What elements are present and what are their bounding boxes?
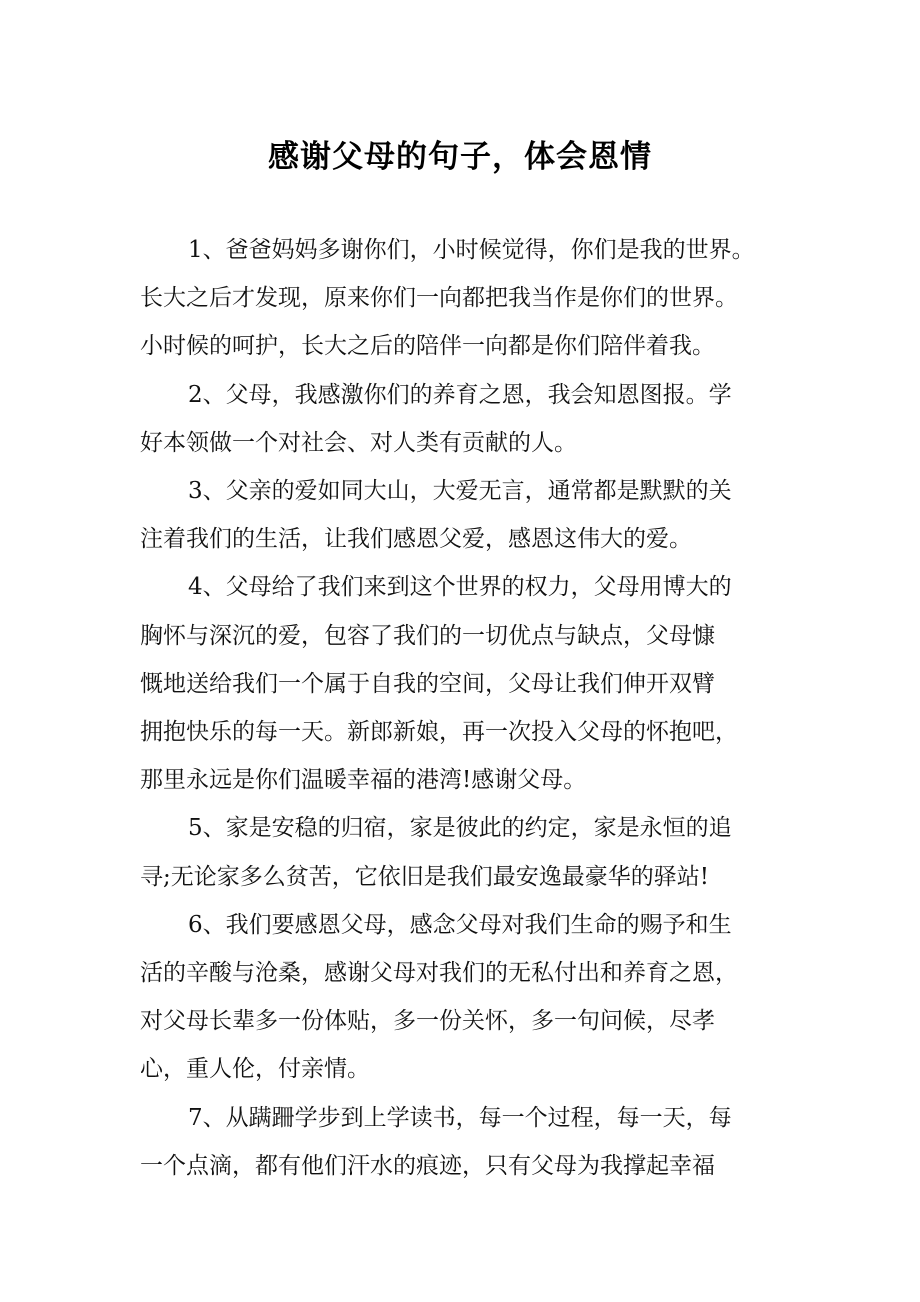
paragraph-3: 3、父亲的爱如同大山，大爱无言，通常都是默默的关 注着我们的生活，让我们感恩父爱，感恩这伟大的爱。 xyxy=(140,478,732,553)
paragraph-6: 6、我们要感恩父母，感念父母对我们生命的赐予和生 活的辛酸与沧桑，感谢父母对我们的无私付出和养育之恩， 对父母长辈多一份体贴，多一份关怀，多一句问候，尽孝 心，重人伦，付亲情。 xyxy=(140,911,738,1083)
document-body xyxy=(140,226,790,1190)
paragraph-7: 7、从蹒跚学步到上学读书，每一个过程，每一天，每 一个点滴，都有他们汗水的痕迹，只有父母为我撑起幸福 xyxy=(140,1104,732,1179)
paragraph-5: 5、家是安稳的归宿，家是彼此的约定，家是永恒的追 寻;无论家多么贫苦，它依旧是我们最安逸最豪华的驿站! xyxy=(140,815,732,890)
paragraph-1: 1、爸爸妈妈多谢你们，小时候觉得，你们是我的世界。 长大之后才发现，原来你们一向都把我当作是你们的世界。 小时候的呵护，长大之后的陪伴一向都是你们陪伴着我。 xyxy=(140,237,755,360)
paragraph-2: 2、父母，我感激你们的养育之恩，我会知恩图报。学 好本领做一个对社会、对人类有贡献的人。 xyxy=(140,381,732,456)
document-title: 感谢父母的句子，体会恩情 xyxy=(268,138,652,175)
paragraph-4: 4、父母给了我们来到这个世界的权力，父母用博大的 胸怀与深沉的爱，包容了我们的一切优点与缺点，父母慷 慨地送给我们一个属于自我的空间，父母让我们伸开双臂 拥抱快乐的每一天。新郎新娘，再一次投入父母的怀抱吧， 那里永远是你们温暖幸福的港湾!感谢父母。 xyxy=(140,574,738,794)
